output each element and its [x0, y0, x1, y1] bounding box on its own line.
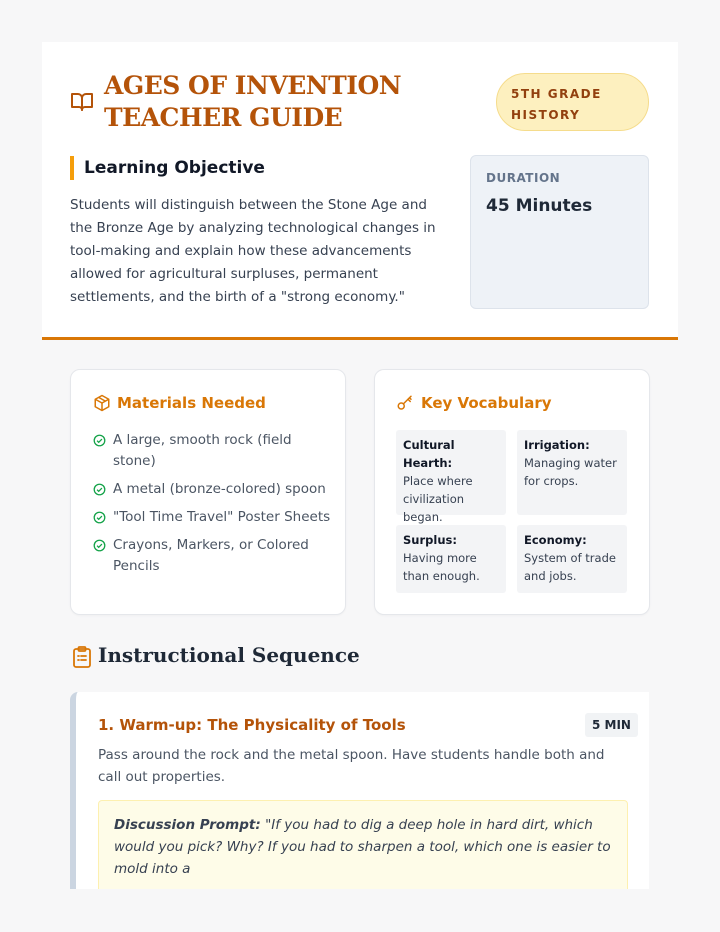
vocab-term: Cultural Hearth: — [403, 438, 455, 470]
materials-list — [93, 430, 333, 584]
list-item — [93, 479, 333, 500]
step-description: Pass around the rock and the metal spoon. Have students handle both and call out properties. — [98, 747, 605, 785]
prompt-text: "If you had to dig a deep hole in hard dirt, which would you pick? Why? If you had to sharpen a tool, which one is easier to mold into a — [114, 817, 611, 877]
list-item — [93, 430, 333, 472]
list-item — [93, 507, 333, 528]
vocab-definition: Managing water for crops. — [524, 456, 617, 488]
vocab-term: Economy: — [524, 533, 587, 547]
vocab-definition: System of trade and jobs. — [524, 551, 616, 583]
duration-panel — [470, 155, 649, 309]
vocab-card — [396, 430, 506, 524]
vocab-term: Irrigation: — [524, 438, 590, 452]
vocab-definition: Having more than enough. — [403, 551, 480, 583]
step-title: 1. Warm-up: The Physicality of Tools — [98, 716, 406, 734]
vocab-card — [396, 525, 506, 593]
vocab-term: Surplus: — [403, 533, 457, 547]
box-icon — [93, 394, 111, 412]
book-open-icon — [70, 90, 94, 114]
clipboard-list-icon — [72, 646, 92, 668]
badge-subject: HISTORY — [511, 108, 581, 122]
objective-text: Students will distinguish between the Stone Age and the Bronze Age by analyzing technological changes in tool-making and explain how these advancements allowed for agricultural surpluses, permanent settlements, and the birth of a "strong economy." — [70, 197, 436, 305]
vocabulary-heading: Key Vocabulary — [421, 394, 552, 412]
material-text: A large, smooth rock (field stone) — [113, 432, 292, 469]
check-circle-icon — [93, 539, 106, 552]
vocab-card — [517, 525, 627, 593]
materials-card — [70, 369, 346, 615]
material-text: Crayons, Markers, or Colored Pencils — [113, 537, 309, 574]
vocab-definition: Place where civilization began. — [403, 474, 473, 524]
prompt-label: Discussion Prompt: — [114, 817, 261, 833]
check-circle-icon — [93, 511, 106, 524]
vocab-card — [517, 430, 627, 515]
page-bottom-margin — [0, 889, 720, 932]
check-circle-icon — [93, 483, 106, 496]
page-title: AGES OF INVENTION TEACHER GUIDE — [104, 71, 402, 132]
sequence-heading: Instructional Sequence — [98, 643, 360, 667]
step-time-badge: 5 MIN — [585, 713, 638, 737]
material-text: A metal (bronze-colored) spoon — [113, 481, 326, 497]
material-text: "Tool Time Travel" Poster Sheets — [113, 509, 331, 525]
badge-grade: 5TH GRADE — [511, 87, 602, 101]
duration-value: 45 Minutes — [486, 196, 593, 216]
vocabulary-card — [374, 369, 650, 615]
objective-heading: Learning Objective — [84, 158, 265, 178]
objective-accent-bar — [70, 156, 74, 180]
check-circle-icon — [93, 434, 106, 447]
materials-heading: Materials Needed — [117, 394, 266, 412]
key-icon — [396, 394, 414, 412]
duration-label: DURATION — [486, 171, 561, 185]
grade-badge — [496, 73, 649, 131]
vocabulary-grid — [396, 430, 629, 593]
list-item — [93, 535, 333, 577]
